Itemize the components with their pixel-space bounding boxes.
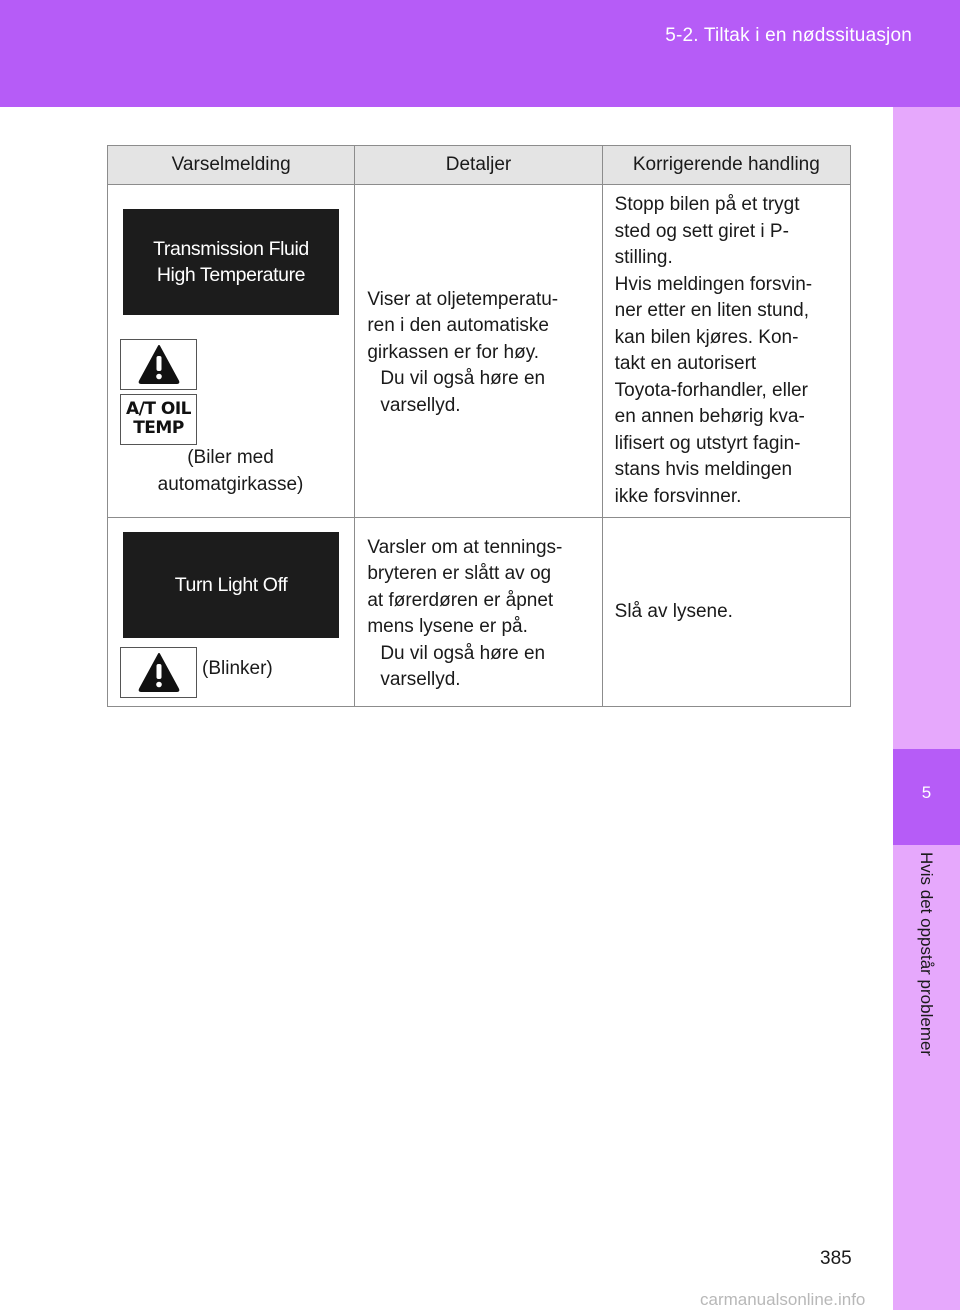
- table-row: [108, 185, 851, 518]
- action-line: kan bilen kjøres. Kon-: [614, 326, 799, 348]
- details-cell: [355, 185, 602, 518]
- chapter-title-wrap: [893, 852, 960, 1102]
- section-title: 5-2. Tiltak i en nødssituasjon: [665, 25, 912, 46]
- note-line: (Biler med: [187, 446, 274, 468]
- warning-triangle-icon: [120, 647, 197, 698]
- header-detaljer: Detaljer: [355, 146, 602, 185]
- page-header: [0, 0, 960, 107]
- vehicle-note: [108, 444, 353, 498]
- icon-text-line: TEMP: [133, 418, 184, 438]
- warning-table: [107, 145, 851, 707]
- display-turn-light-off: [123, 532, 339, 638]
- details-line: girkassen er for høy.: [367, 341, 540, 363]
- action-line: en annen behørig kva-: [614, 406, 805, 427]
- display-text-line: Turn Light Off: [174, 573, 288, 596]
- details-line: varsellyd.: [380, 394, 461, 416]
- action-line: Stopp bilen på et trygt: [614, 194, 800, 215]
- chapter-number: 5: [921, 783, 932, 802]
- page-number: 385: [820, 1248, 852, 1269]
- display-text-line: High Temperature: [156, 263, 306, 286]
- details-line: Du vil også høre en: [380, 642, 546, 664]
- details-line: ren i den automatiske: [367, 315, 549, 337]
- details-line: Viser at oljetemperatu-: [367, 288, 559, 310]
- message-cell: [108, 185, 355, 518]
- details-line: at førerdøren er åpnet: [367, 589, 554, 611]
- blinker-note: (Blinker): [202, 657, 273, 679]
- message-cell: [108, 518, 355, 707]
- action-line: sted og sett giret i P-: [614, 220, 789, 242]
- action-cell: [602, 518, 850, 707]
- watermark: carmanualsonline.info: [700, 1290, 866, 1309]
- header-varselmelding: Varselmelding: [108, 146, 355, 185]
- details-line: mens lysene er på.: [367, 616, 528, 637]
- details-line: Du vil også høre en: [380, 368, 546, 390]
- action-line: ner etter en liten stund,: [614, 300, 809, 321]
- details-cell: [355, 518, 602, 707]
- at-oil-temp-icon: [120, 394, 197, 445]
- display-text-line: Transmission Fluid: [153, 237, 309, 260]
- action-line: stilling.: [614, 247, 673, 268]
- side-tab: [893, 107, 960, 1310]
- action-line: Slå av lysene.: [614, 600, 733, 622]
- table-header-row: [108, 146, 851, 185]
- action-line: stans hvis meldingen: [614, 459, 793, 480]
- chapter-title: Hvis det oppstår problemer: [917, 852, 936, 1057]
- table-row: [108, 518, 851, 707]
- action-line: lifisert og utstyrt fagin-: [614, 432, 801, 454]
- chapter-tab: [893, 749, 960, 845]
- warning-triangle-icon: [120, 339, 197, 390]
- action-line: takt en autorisert: [614, 353, 757, 374]
- action-cell: [602, 185, 850, 518]
- note-line: automatgirkasse): [157, 473, 304, 495]
- icon-text-line: A/T OIL: [126, 399, 191, 419]
- details-line: varsellyd.: [380, 669, 461, 690]
- details-line: Varsler om at tennings-: [367, 536, 563, 558]
- action-line: ikke forsvinner.: [614, 485, 742, 507]
- display-transmission: [123, 209, 339, 315]
- details-line: bryteren er slått av og: [367, 563, 552, 584]
- header-korrigerende: Korrigerende handling: [602, 146, 850, 185]
- action-line: Toyota-forhandler, eller: [614, 379, 808, 401]
- action-line: Hvis meldingen forsvin-: [614, 273, 813, 295]
